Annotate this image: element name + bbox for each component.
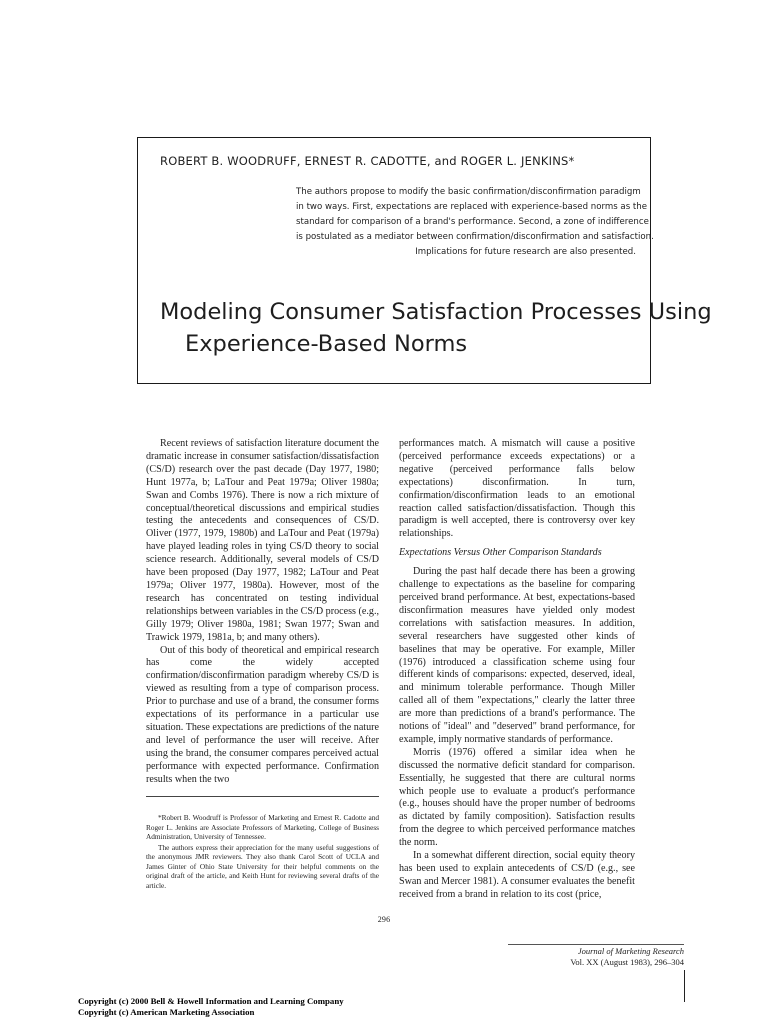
body-paragraph: During the past half decade there has been a growing challenge to expectations as the baseline for comparing perceived brand performance. At best, expectations-based disconfirmation measures have yielded only modest correlations with satisfaction measures. In addition, several researchers have suggested other kinds of baselines that may be operative. For example, Miller (1976) introduced a classification scheme using four different kinds of comparisons: expected, deserved, ideal, and minimum tolerable performance. Though Miller called all of them "expectations," clearly the latter three are more than predictions of a brand's performance. The notions of "ideal" and "deserved" brand performance, for example, imply normative standards of performance. [399, 566, 635, 745]
left-column [146, 438, 379, 786]
journal-volume: Vol. XX (August 1983), 296–304 [570, 957, 684, 967]
body-paragraph: performances match. A mismatch will cause a positive (perceived performance exceeds expectations) or a negative (perceived performance falls below expectations) disconfirmation. In turn, confirmation/disconfirmation leads to an emotional reaction called satisfaction/dissatisfaction. Though this paradigm is well accepted, there is controversy over key relationships. [399, 438, 635, 540]
footnotes [146, 813, 379, 891]
body-paragraph: In a somewhat different direction, social equity theory has been used to explain antecedents of CS/D (e.g., see Swan and Mercer 1981). A consumer evaluates the benefit received from a brand in relation to its cost (price, [399, 850, 635, 900]
article-title [160, 296, 712, 360]
copyright-line: Copyright (c) American Marketing Association [78, 1007, 255, 1017]
abstract-line: standard for comparison of a brand's performance. Second, a zone of indifference [296, 217, 649, 227]
footnote-divider [146, 796, 379, 797]
scan-edge-mark [684, 970, 685, 1002]
body-paragraph: Out of this body of theoretical and empirical research has come the widely accepted confirmation/disconfirmation paradigm whereby CS/D is viewed as resulting from a type of comparison process. Prior to purchase and use of a brand, the consumer forms expectations of its performance in a particular use situation. These expectations are predictions of the nature and level of performance the user will receive. After using the brand, the consumer compares perceived actual performance with expected performance. Confirmation results when the two [146, 644, 379, 785]
section-heading: Expectations Versus Other Comparison Standards [399, 547, 602, 559]
footnote-acknowledgements: The authors express their appreciation for the many useful suggestions of the anonymous JMR reviewers. They also thank Carol Scott of UCLA and James Ginter of Ohio State University for their helpful comments on the original draft of the article, and Keith Hunt for reviewing several drafts of the article. [146, 842, 379, 890]
copyright-line: Copyright (c) 2000 Bell & Howell Information and Learning Company [78, 996, 344, 1006]
abstract-line: is postulated as a mediator between confirmation/disconfirmation and satisfaction. [296, 232, 654, 242]
title-line-1: Modeling Consumer Satisfaction Processes Using [160, 299, 712, 325]
abstract [296, 185, 654, 260]
page-number: 296 [377, 915, 391, 924]
body-paragraph: Morris (1976) offered a similar idea when he discussed the normative deficit standard for comparison. Essentially, he suggested that there are cultural norms which people use to evaluate a product's performance (e.g., houses should have the proper number of bedrooms as dictated by family composition). Satisfaction results from the degree to which perceived performance matches the norm. [399, 746, 635, 849]
title-line-2: Experience-Based Norms [185, 331, 468, 357]
abstract-line: in two ways. First, expectations are replaced with experience-based norms as the [296, 202, 647, 212]
abstract-line: The authors propose to modify the basic confirmation/disconfirmation paradigm [296, 187, 641, 197]
journal-citation [500, 946, 684, 968]
abstract-line: Implications for future research are also presented. [415, 247, 636, 257]
body-paragraph: Recent reviews of satisfaction literature document the dramatic increase in consumer satisfaction/dissatisfaction (CS/D) research over the past decade (Day 1977, 1980; Hunt 1977a, b; LaTour and Peat 1979a; Oliver 1980a; Swan and Combs 1976). There is now a rich mixture of conceptual/theoretical discussions and empirical studies testing the antecedents and consequences of CS/D. Oliver (1977, 1979, 1980b) and LaTour and Peat (1979a) have played leading roles in tying CS/D theory to social science research. Additionally, several models of CS/D have been proposed (Day 1977, 1982; LaTour and Peat 1979a; Oliver 1977, 1980a). However, most of the research has concentrated on testing individual relationships between variables in the CS/D process (e.g., Gilly 1979; Oliver 1980a, 1981; Swan 1977; Swan and Trawick 1979, 1981a, b; and many others). [146, 438, 379, 643]
author-line: ROBERT B. WOODRUFF, ERNEST R. CADOTTE, and ROGER L. JENKINS* [160, 154, 575, 168]
copyright-notice [78, 996, 678, 1018]
journal-name: Journal of Marketing Research [577, 946, 684, 956]
right-column [399, 438, 635, 902]
journal-divider [508, 944, 684, 945]
footnote-author-affiliations: *Robert B. Woodruff is Professor of Marketing and Ernest R. Cadotte and Roger L. Jenkins are Associate Professors of Marketing, College of Business Administration, University of Tennessee. [146, 813, 379, 841]
